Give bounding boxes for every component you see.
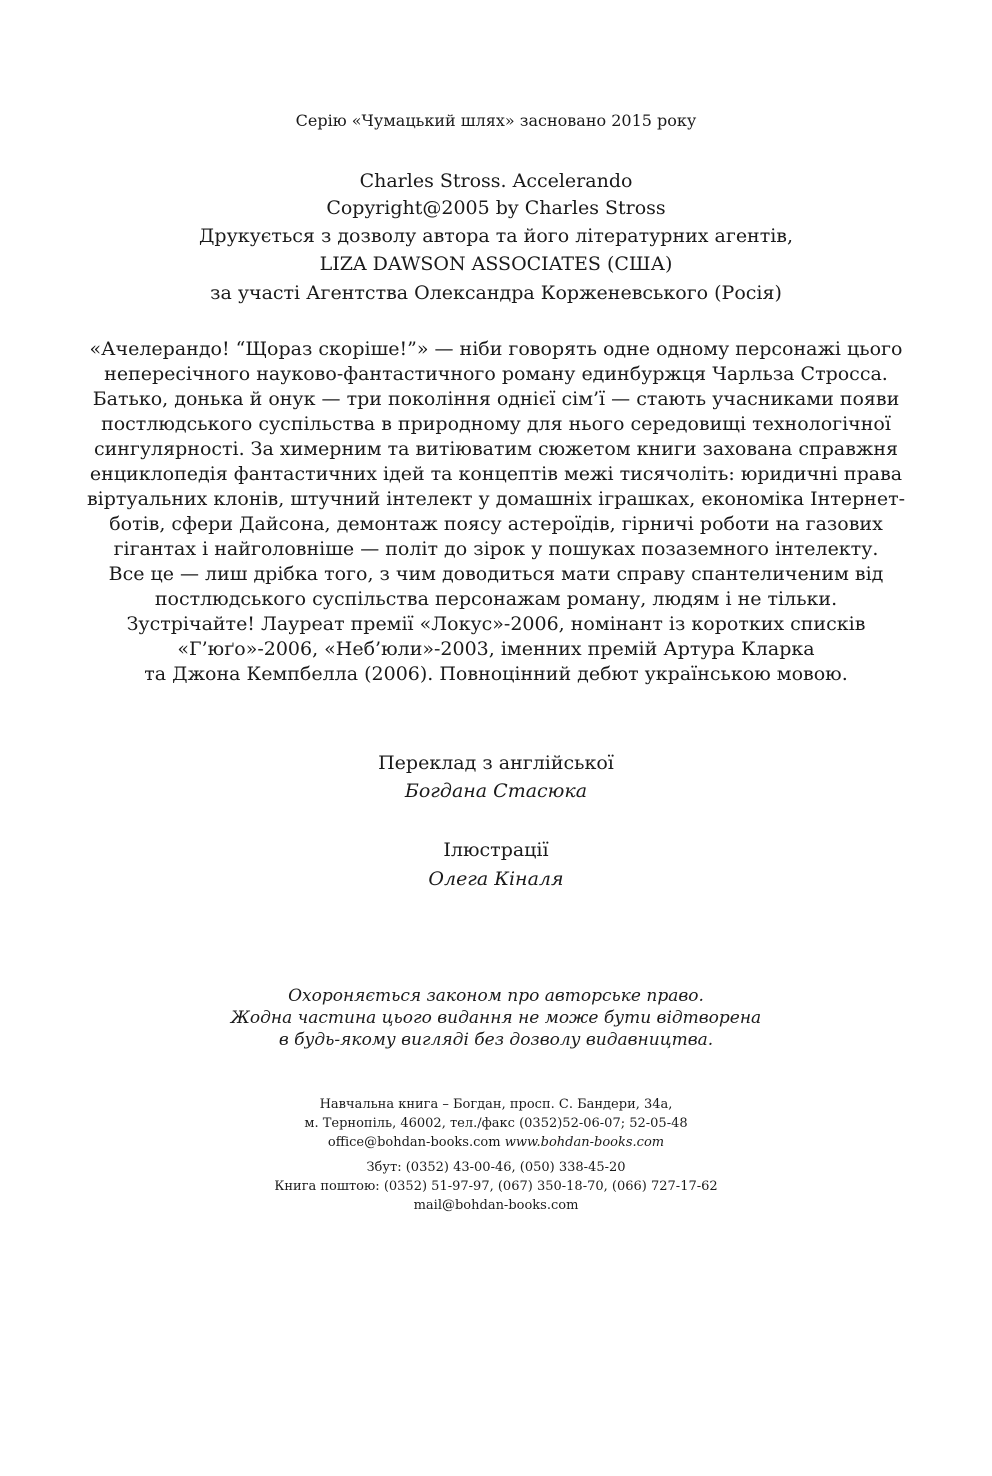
annotation-line: постлюдського суспільства персонажам роману, людям і не тільки.	[154, 588, 838, 610]
legal-line: Жодна частина цього видання не може бути відтворена	[230, 1008, 762, 1028]
annotation-line: непересічного науково-фантастичного роману единбуржця Чарльза Стросса.	[104, 363, 888, 385]
publisher-phone: м. Тернопіль, 46002, тел./факс (0352)52-06-07; 52-05-48	[304, 1116, 688, 1131]
annotation-line: енциклопедія фантастичних ідей та концептів межі тисячоліть: юридичні права	[89, 463, 903, 485]
sales-email[interactable]: mail@bohdan-books.com	[413, 1198, 579, 1213]
sales-phone: Збут: (0352) 43-00-46, (050) 338-45-20	[366, 1160, 626, 1175]
publisher-address: Навчальна книга – Богдан, просп. С. Бандери, 34а,	[319, 1097, 673, 1112]
annotation-line: «Ачелерандо! “Щораз скоріше!”» — ніби говорять одне одному персонажі цього	[89, 338, 903, 360]
illustrator-name: Олега Кіналя	[428, 868, 564, 890]
illustrations-label: Ілюстрації	[443, 839, 549, 861]
mail-order-phone: Книга поштою: (0352) 51-97-97, (067) 350-18-70, (066) 727-17-62	[274, 1179, 718, 1194]
annotation-line: віртуальних клонів, штучний інтелект у домашніх іграшках, економіка Інтернет-	[86, 488, 906, 510]
legal-line: Охороняється законом про авторське право.	[288, 986, 704, 1006]
annotation-line: постлюдського суспільства в природному для нього середовищі технологічної	[101, 413, 891, 435]
annotation-line: «Г’юґо»-2006, «Неб’юли»-2003, іменних премій Артура Кларка	[177, 638, 815, 660]
publisher-website[interactable]: www.bohdan-books.com	[504, 1135, 665, 1150]
annotation-line: Батько, донька й онук — три покоління однієї сім’ї — стають учасниками появи	[92, 388, 900, 410]
annotation-line: Все це — лиш дрібка того, з чим доводиться мати справу спантеличеним від	[108, 563, 884, 585]
annotation-line: Зустрічайте! Лауреат премії «Локус»-2006, номінант із коротких списків	[126, 613, 866, 635]
series-note: Серію «Чумацький шлях» засновано 2015 року	[295, 111, 697, 130]
publisher-contacts	[0, 1135, 992, 1150]
annotation-line: та Джона Кемпбелла (2006). Повноцінний дебют українською мовою.	[144, 663, 848, 685]
annotation-line: ботів, сфери Дайсона, демонтаж поясу астероїдів, гірничі роботи на газових	[109, 513, 883, 535]
copyright-line-3: Друкується з дозволу автора та його літературних агентів,	[198, 225, 794, 247]
copyright-line-4: LIZA DAWSON ASSOCIATES (США)	[319, 253, 673, 275]
copyright-line-2: Copyright@2005 by Charles Stross	[326, 197, 666, 219]
annotation-line: гігантах і найголовніше — політ до зірок у пошуках позаземного інтелекту.	[113, 538, 879, 560]
translator-name: Богдана Стасюка	[404, 780, 588, 802]
legal-line: в будь-якому вигляді без дозволу видавництва.	[278, 1030, 714, 1050]
copyright-line-5: за участі Агентства Олександра Корженевського (Росія)	[210, 282, 782, 304]
publisher-email[interactable]: office@bohdan-books.com	[327, 1135, 501, 1150]
annotation-line: сингулярності. За химерним та витіюватим сюжетом книги захована справжня	[93, 438, 899, 460]
copyright-line-1: Charles Stross. Accelerando	[359, 170, 633, 192]
translation-label: Переклад з англійської	[378, 752, 614, 774]
